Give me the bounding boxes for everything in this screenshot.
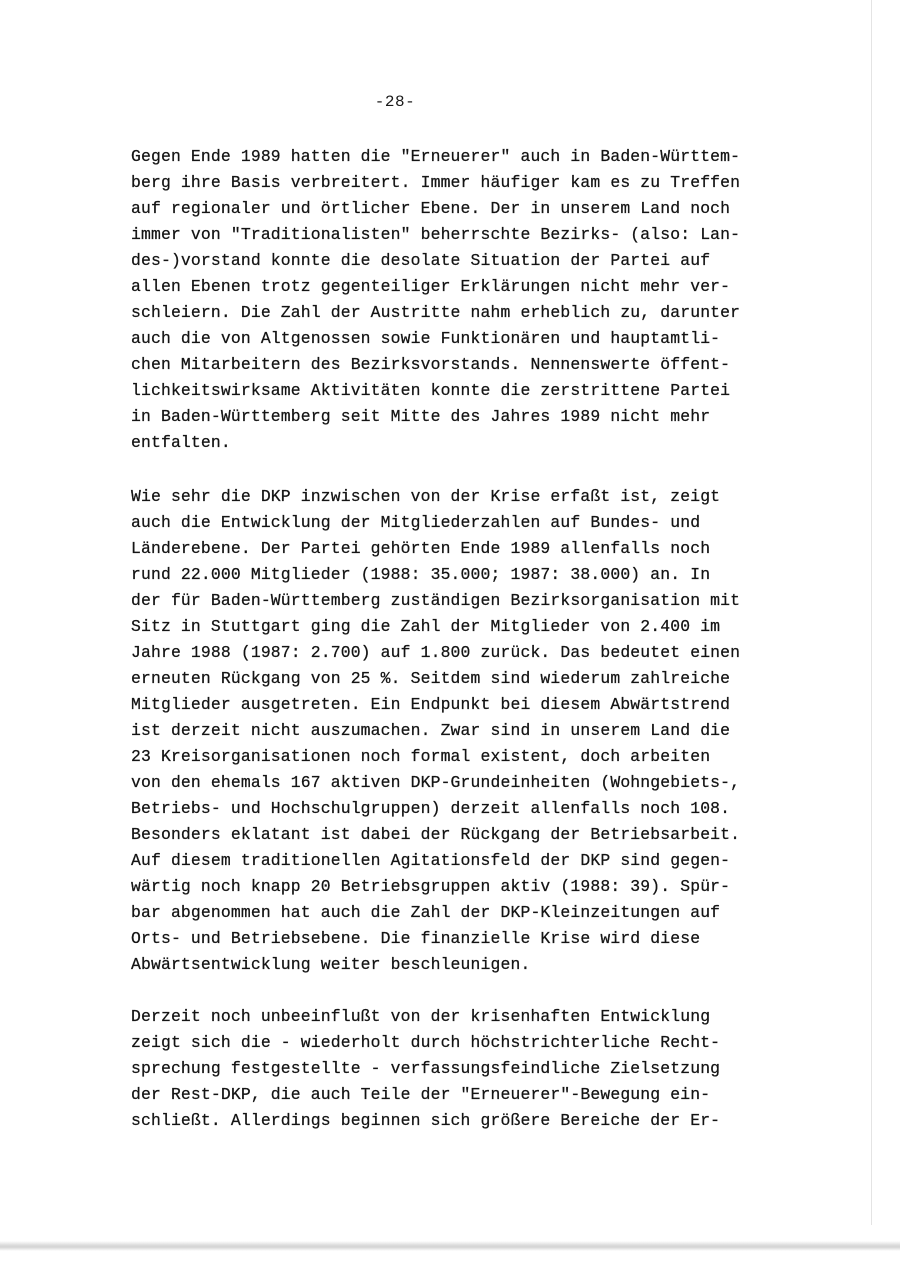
text-line: des-)vorstand konnte die desolate Situation der Partei auf	[131, 251, 711, 270]
text-line: rund 22.000 Mitglieder (1988: 35.000; 1987: 38.000) an. In	[131, 565, 711, 584]
text-line: Besonders eklatant ist dabei der Rückgang der Betriebsarbeit.	[131, 825, 741, 844]
text-line: Wie sehr die DKP inzwischen von der Krise erfaßt ist, zeigt	[131, 487, 721, 506]
text-line: schleiern. Die Zahl der Austritte nahm erheblich zu, darunter	[131, 303, 741, 322]
text-line: allen Ebenen trotz gegenteiliger Erklärungen nicht mehr ver-	[131, 277, 731, 296]
text-line: Jahre 1988 (1987: 2.700) auf 1.800 zurück. Das bedeutet einen	[131, 643, 741, 662]
text-line: Abwärtsentwicklung weiter beschleunigen.	[131, 955, 531, 974]
text-line: schließt. Allerdings beginnen sich größere Bereiche der Er-	[131, 1111, 721, 1130]
page-edge-right	[871, 0, 872, 1225]
text-line: auch die Entwicklung der Mitgliederzahlen auf Bundes- und	[131, 513, 701, 532]
page-number: -28-	[374, 93, 416, 111]
text-line: 23 Kreisorganisationen noch formal existent, doch arbeiten	[131, 747, 711, 766]
text-line: Länderebene. Der Partei gehörten Ende 1989 allenfalls noch	[131, 539, 711, 558]
text-line: Mitglieder ausgetreten. Ein Endpunkt bei diesem Abwärtstrend	[131, 695, 731, 714]
text-line: in Baden-Württemberg seit Mitte des Jahres 1989 nicht mehr	[131, 407, 711, 426]
text-line: auch die von Altgenossen sowie Funktionären und hauptamtli-	[131, 329, 721, 348]
text-line: Derzeit noch unbeeinflußt von der krisenhaften Entwicklung	[131, 1007, 711, 1026]
text-line: der Rest-DKP, die auch Teile der "Erneuerer"-Bewegung ein-	[131, 1085, 711, 1104]
text-line: Auf diesem traditionellen Agitationsfeld der DKP sind gegen-	[131, 851, 731, 870]
text-line: von den ehemals 167 aktiven DKP-Grundeinheiten (Wohngebiets-,	[131, 773, 741, 792]
text-line: lichkeitswirksame Aktivitäten konnte die zerstrittene Partei	[131, 381, 731, 400]
text-line: der für Baden-Württemberg zuständigen Bezirksorganisation mit	[131, 591, 741, 610]
text-line: Orts- und Betriebsebene. Die finanzielle Krise wird diese	[131, 929, 701, 948]
text-line: Betriebs- und Hochschulgruppen) derzeit allenfalls noch 108.	[131, 799, 731, 818]
text-line: entfalten.	[131, 433, 231, 452]
text-line: erneuten Rückgang von 25 %. Seitdem sind wiederum zahlreiche	[131, 669, 731, 688]
text-line: chen Mitarbeitern des Bezirksvorstands. Nennenswerte öffent-	[131, 355, 731, 374]
text-line: sprechung festgestellte - verfassungsfeindliche Zielsetzung	[131, 1059, 721, 1078]
text-line: ist derzeit nicht auszumachen. Zwar sind in unserem Land die	[131, 721, 731, 740]
text-line: bar abgenommen hat auch die Zahl der DKP-Kleinzeitungen auf	[131, 903, 721, 922]
text-line: Sitz in Stuttgart ging die Zahl der Mitglieder von 2.400 im	[131, 617, 721, 636]
text-line: auf regionaler und örtlicher Ebene. Der in unserem Land noch	[131, 199, 731, 218]
text-line: wärtig noch knapp 20 Betriebsgruppen aktiv (1988: 39). Spür-	[131, 877, 731, 896]
text-line: zeigt sich die - wiederholt durch höchstrichterliche Recht-	[131, 1033, 721, 1052]
text-line: berg ihre Basis verbreitert. Immer häufiger kam es zu Treffen	[131, 173, 741, 192]
page-edge-shadow	[0, 1241, 900, 1251]
text-line: Gegen Ende 1989 hatten die "Erneuerer" auch in Baden-Württem-	[131, 147, 741, 166]
text-line: immer von "Traditionalisten" beherrschte Bezirks- (also: Lan-	[131, 225, 741, 244]
